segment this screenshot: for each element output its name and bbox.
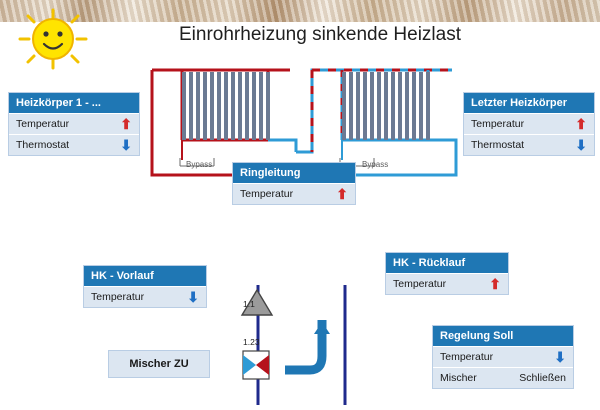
valve-value: 1.23 [243,337,260,347]
label-mischer-zu: Mischer ZU [108,350,210,378]
table-row [84,286,206,307]
row-label: Temperatur [471,118,525,130]
arrow-down-icon: ⬇ [120,137,132,153]
panel-hk-vorlauf [83,265,207,308]
arrow-down-icon: ⬇ [554,349,566,365]
table-row [9,134,139,155]
panel-header: Letzter Heizkörper [464,93,594,113]
mixing-valve-icon [242,348,286,382]
arrow-up-icon: ⬆ [120,116,132,132]
row-label: Temperatur [91,291,145,303]
bypass-label-right: Bypass [362,160,389,169]
table-row [233,183,355,204]
panel-regelung-soll [432,325,574,389]
row-value: Schließen [519,372,566,384]
panel-heizkoerper-1 [8,92,140,156]
row-label: Mischer [440,372,477,384]
row-label: Thermostat [471,139,525,151]
radiator-first [182,72,270,140]
table-row [386,273,508,294]
row-label: Temperatur [16,118,70,130]
page-title: Einrohrheizung sinkende Heizlast [179,24,461,45]
table-row [433,367,573,388]
row-label: Thermostat [16,139,70,151]
table-row [9,113,139,134]
table-row [433,346,573,367]
arrow-up-icon: ⬆ [575,116,587,132]
arrow-up-icon: ⬆ [489,276,501,292]
panel-letzter-heizkoerper [463,92,595,156]
radiator-last [342,72,430,140]
panel-header: HK - Vorlauf [84,266,206,286]
arrow-up-icon: ⬆ [336,186,348,202]
panel-header: Ringleitung [233,163,355,183]
bypass-label-left: Bypass [186,160,213,169]
panel-header: HK - Rücklauf [386,253,508,273]
arrow-down-icon: ⬇ [575,137,587,153]
pump-value: 1.1 [243,299,255,309]
row-label: Temperatur [393,278,447,290]
panel-ringleitung [232,162,356,205]
row-label: Temperatur [440,351,494,363]
panel-header: Heizkörper 1 - ... [9,93,139,113]
table-row [464,113,594,134]
row-label: Temperatur [240,188,294,200]
panel-hk-ruecklauf [385,252,509,295]
table-row [464,134,594,155]
panel-header: Regelung Soll [433,326,573,346]
arrow-down-icon: ⬇ [187,289,199,305]
